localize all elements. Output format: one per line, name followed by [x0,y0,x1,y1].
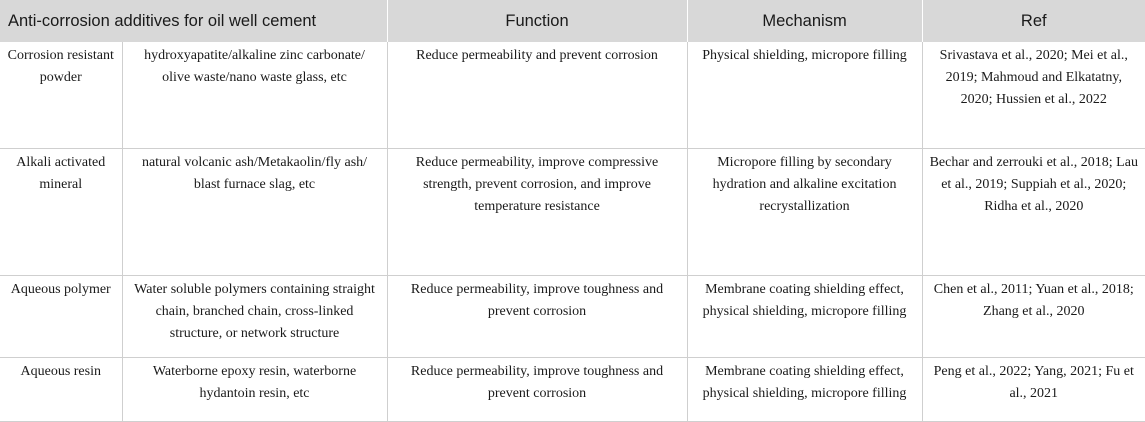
mechanism-cell: Membrane coating shielding effect, physical shielding, micropore filling [687,357,922,421]
mechanism-cell: Membrane coating shielding effect, physical shielding, micropore filling [687,275,922,357]
table-header [0,0,1145,42]
table-row [0,148,1145,275]
ref-cell: Peng et al., 2022; Yang, 2021; Fu et al., 2021 [922,357,1145,421]
ref-cell: Srivastava et al., 2020; Mei et al., 2019; Mahmoud and Elkatatny, 2020; Hussien et al., 2022 [922,42,1145,148]
mechanism-cell: Physical shielding, micropore filling [687,42,922,148]
header-additives: Anti-corrosion additives for oil well cement [0,0,387,42]
table-body [0,42,1145,421]
header-function: Function [387,0,687,42]
examples-cell: Waterborne epoxy resin, waterborne hydantoin resin, etc [122,357,387,421]
header-mechanism: Mechanism [687,0,922,42]
function-cell: Reduce permeability, improve toughness and prevent corrosion [387,275,687,357]
category-cell: Corrosion resistant powder [0,42,122,148]
function-cell: Reduce permeability, improve compressive strength, prevent corrosion, and improve temperature resistance [387,148,687,275]
function-cell: Reduce permeability and prevent corrosion [387,42,687,148]
table-row [0,357,1145,421]
category-cell: Alkali activated mineral [0,148,122,275]
header-row [0,0,1145,42]
category-cell: Aqueous polymer [0,275,122,357]
table-row [0,275,1145,357]
table-row [0,42,1145,148]
examples-cell: hydroxyapatite/alkaline zinc carbonate/ olive waste/nano waste glass, etc [122,42,387,148]
examples-cell: natural volcanic ash/Metakaolin/fly ash/ blast furnace slag, etc [122,148,387,275]
function-cell: Reduce permeability, improve toughness and prevent corrosion [387,357,687,421]
examples-cell: Water soluble polymers containing straight chain, branched chain, cross-linked structure, or network structure [122,275,387,357]
header-ref: Ref [922,0,1145,42]
mechanism-cell: Micropore filling by secondary hydration and alkaline excitation recrystallization [687,148,922,275]
category-cell: Aqueous resin [0,357,122,421]
ref-cell: Bechar and zerrouki et al., 2018; Lau et al., 2019; Suppiah et al., 2020; Ridha et al., 2020 [922,148,1145,275]
ref-cell: Chen et al., 2011; Yuan et al., 2018; Zhang et al., 2020 [922,275,1145,357]
